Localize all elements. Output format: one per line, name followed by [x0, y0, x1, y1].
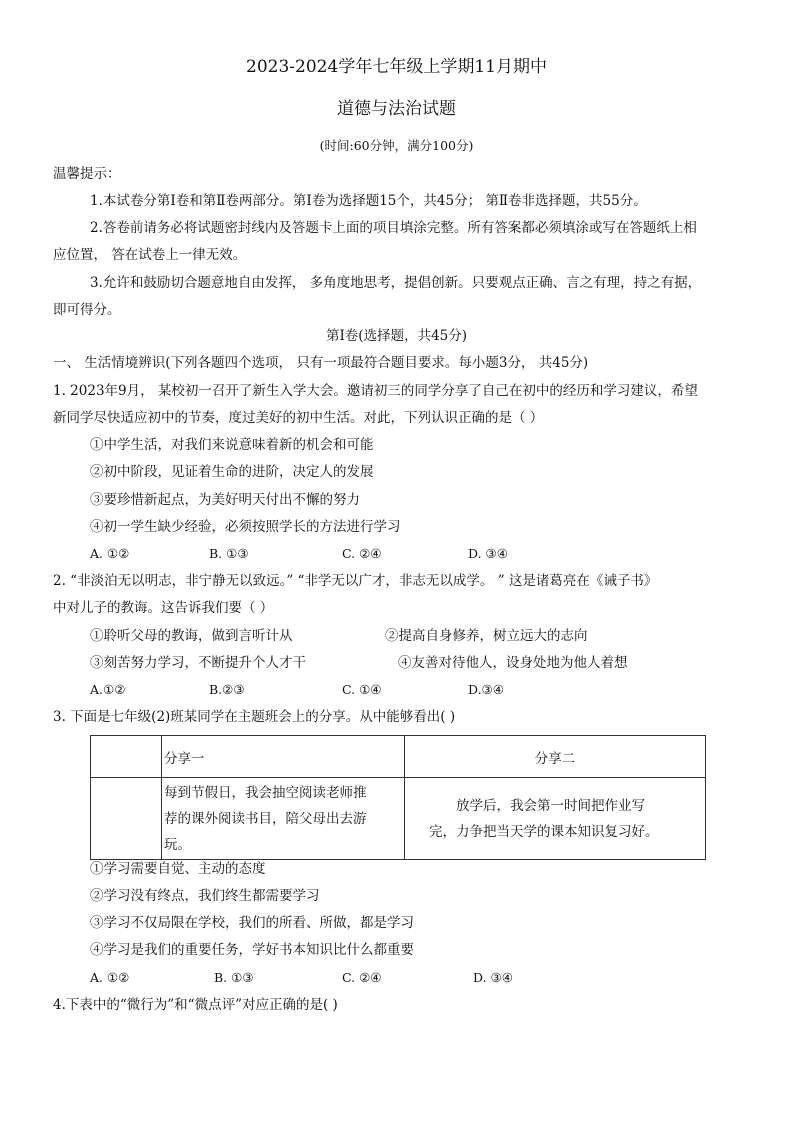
q2-option-a: A.①② — [90, 682, 126, 697]
share-table-header-row — [91, 736, 706, 778]
notice-item-2-line-2: 应位置， 答在试卷上一律无效。 — [53, 247, 247, 263]
notice-item-3-line-1: 3.允许和鼓励切合题意地自由发挥， 多角度地思考，提倡创新。只要观点正确、言之有理，持之有据， — [90, 275, 702, 291]
q3-option-d: D. ③④ — [473, 970, 513, 985]
notice-heading: 温馨提示： — [53, 166, 121, 182]
section-heading: 第Ⅰ卷(选择题，共45分) — [325, 328, 468, 344]
q3-option-a: A. ①② — [90, 970, 130, 985]
share-1-line-3: 玩。 — [164, 836, 191, 853]
notice-item-2-line-1: 2.答卷前请务必将试题密封线内及答题卡上面的项目填涂完整。所有答案都必须填涂或写在答题纸上相 — [90, 220, 697, 236]
q3-statement-4: ④学习是我们的重要任务，学好书本知识比什么都重要 — [90, 942, 414, 958]
share-1-line-2: 荐的课外阅读书目，陪父母出去游 — [164, 810, 367, 827]
share-table-content-row — [91, 778, 706, 860]
share-table-content-2 — [405, 778, 706, 860]
q1-option-c: C. ②④ — [342, 546, 382, 561]
q1-statement-1: ①中学生活，对我们来说意味着新的机会和可能 — [90, 437, 374, 453]
share-table-corner-cell — [91, 736, 162, 778]
share-table-label-cell — [91, 778, 162, 860]
q2-stem-line-2: 中对儿子的教诲。这告诉我们要（ ） — [53, 600, 274, 616]
q3-statement-3: ③学习不仅局限在学校，我们的所看、所做，都是学习 — [90, 915, 414, 931]
q1-option-d: D. ③④ — [468, 546, 508, 561]
share-table-header-1: 分享一 — [162, 736, 405, 778]
share-table-header-2: 分享二 — [405, 736, 706, 778]
share-table — [90, 735, 706, 860]
q3-statement-2: ②学习没有终点，我们终生都需要学习 — [90, 888, 320, 904]
q1-option-a: A. ①② — [90, 546, 130, 561]
q1-stem-line-2: 新同学尽快适应初中的节奏，度过美好的初中生活。对此，下列认识正确的是（ ） — [53, 410, 544, 426]
notice-item-1: 1.本试卷分第Ⅰ卷和第Ⅱ卷两部分。第Ⅰ卷为选择题15个，共45分； 第Ⅱ卷非选择题，共55分。 — [90, 193, 647, 209]
share-2-line-1: 放学后，我会第一时间把作业写 — [456, 797, 645, 814]
q1-option-b: B. ①③ — [209, 546, 249, 561]
q4-stem: 4.下表中的“微行为”和“微点评”对应正确的是( ) — [53, 997, 338, 1013]
q2-statement-1: ①聆听父母的教诲，做到言听计从 — [90, 628, 293, 644]
q1-statement-3: ③要珍惜新起点，为美好明天付出不懈的努力 — [90, 492, 360, 508]
q3-option-c: C. ②④ — [342, 970, 382, 985]
exam-title: 2023-2024学年七年级上学期11月期中 — [246, 57, 547, 77]
share-1-line-1: 每到节假日，我会抽空阅读老师推 — [164, 784, 367, 801]
q2-statement-3: ③刻苦努力学习，不断提升个人才干 — [90, 655, 306, 671]
q3-statement-1: ①学习需要自觉、主动的态度 — [90, 861, 266, 877]
share-table-content-1 — [162, 778, 405, 860]
q1-statement-2: ②初中阶段，见证着生命的进阶，决定人的发展 — [90, 464, 374, 480]
q3-option-b: B. ①③ — [214, 970, 254, 985]
q1-statement-4: ④初一学生缺少经验，必须按照学长的方法进行学习 — [90, 519, 401, 535]
time-score-note: (时间:60分钟，满分100分) — [319, 138, 474, 153]
q2-option-c: C. ①④ — [342, 682, 382, 697]
q2-option-d: D.③④ — [468, 682, 504, 697]
q2-statement-2: ②提高自身修养，树立远大的志向 — [385, 628, 588, 644]
notice-item-3-line-2: 即可得分。 — [53, 302, 121, 318]
q2-statement-4: ④友善对待他人，设身处地为他人着想 — [398, 655, 628, 671]
q1-stem-line-1: 1. 2023年9月， 某校初一召开了新生入学大会。邀请初三的同学分享了自己在初中的经历和学习建议，希望 — [53, 383, 698, 399]
q2-stem-line-1: 2. “非淡泊无以明志，非宁静无以致远。” “非学无以广才，非志无以成学。 ” 这是诸葛亮在《诫子书》 — [53, 573, 658, 589]
share-2-line-2: 完，力争把当天学的课本知识复习好。 — [429, 823, 659, 840]
subject-title: 道德与法治试题 — [337, 99, 456, 119]
q3-stem: 3. 下面是七年级(2)班某同学在主题班会上的分享。从中能够看出( ) — [53, 709, 456, 725]
q2-option-b: B.②③ — [209, 682, 245, 697]
section-instruction: 一、 生活情境辨识(下列各题四个选项， 只有一项最符合题目要求。每小题3分， 共45分) — [53, 355, 589, 371]
